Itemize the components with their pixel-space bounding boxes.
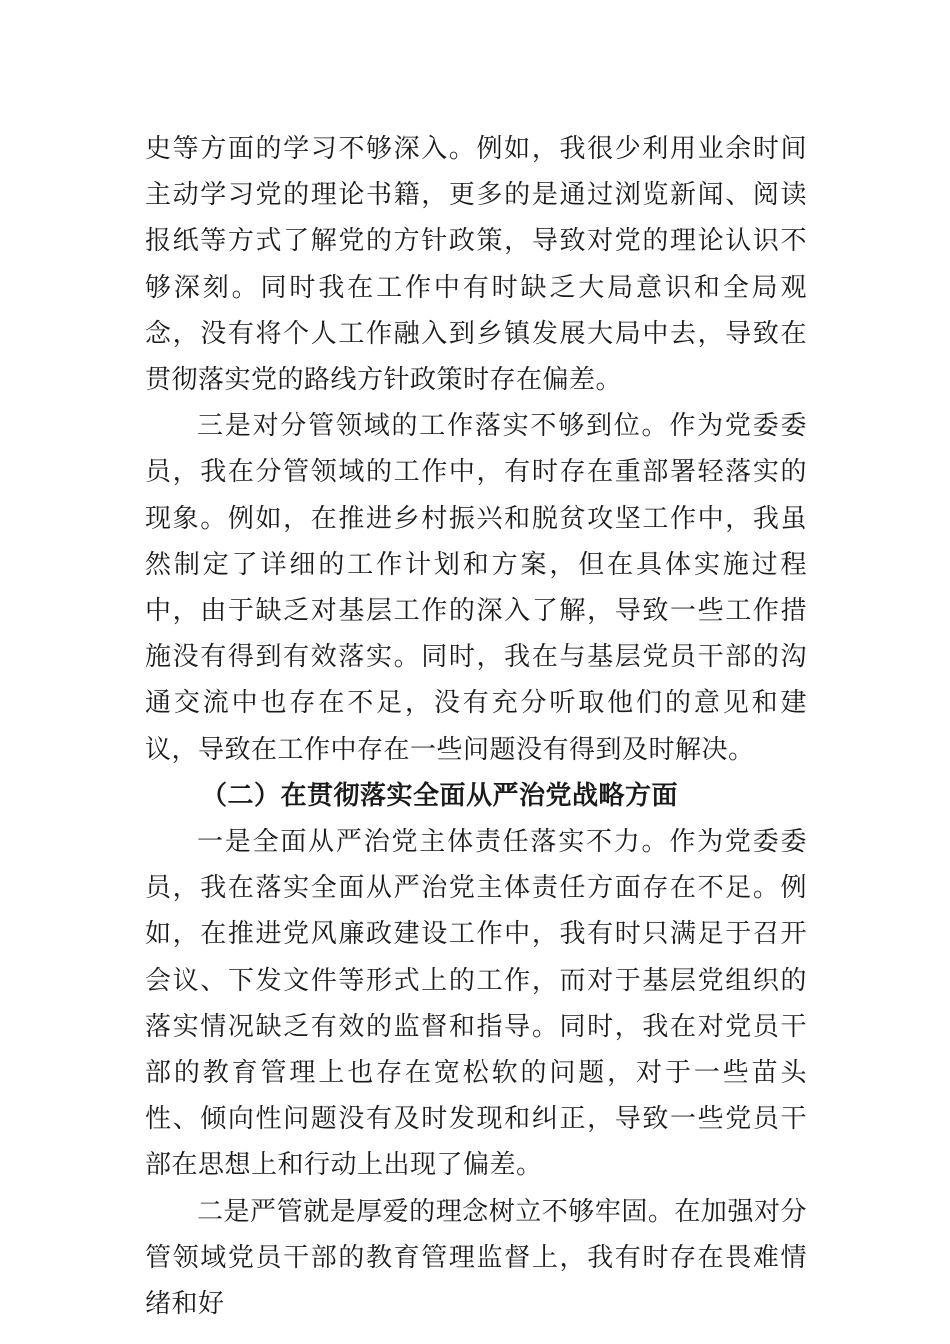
paragraph-work-implementation: 三是对分管领域的工作落实不够到位。作为党委委员，我在分管领域的工作中，有时存在重部署轻落实的现象。例如，在推进乡村振兴和脱贫攻坚工作中，我虽然制定了详细的工作计划和方案，但在具体实施过程中，由于缺乏对基层工作的深入了解，导致一些工作措施没有得到有效落实。同时，我在与基层党员干部的沟通交流中也存在不足，没有充分听取他们的意见和建议，导致在工作中存在一些问题没有得到及时解决。 <box>145 411 807 765</box>
section-heading: （二）在贯彻落实全面从严治党战略方面 <box>201 780 679 811</box>
paragraph-strict-management: 二是严管就是厚爱的理念树立不够牢固。在加强对分管领域党员干部的教育管理监督上，我有时存在畏难情绪和好 <box>145 1196 807 1320</box>
paragraph-main-responsibility: 一是全面从严治党主体责任落实不力。作为党委委员，我在落实全面从严治党主体责任方面存在不足。例如，在推进党风廉政建设工作中，我有时只满足于召开会议、下发文件等形式上的工作，而对于基层党组织的落实情况缺乏有效的监督和指导。同时，我在对党员干部的教育管理上也存在宽松软的问题，对于一些苗头性、倾向性问题没有及时发现和纠正，导致一些党员干部在思想上和行动上出现了偏差。 <box>145 827 807 1181</box>
paragraph-study-shortcomings: 史等方面的学习不够深入。例如，我很少利用业余时间主动学习党的理论书籍，更多的是通过浏览新闻、阅读报纸等方式了解党的方针政策，导致对党的理论认识不够深刻。同时我在工作中有时缺乏大局意识和全局观念，没有将个人工作融入到乡镇发展大局中去，导致在贯彻落实党的路线方针政策时存在偏差。 <box>145 134 807 396</box>
document-page <box>145 126 807 1327</box>
